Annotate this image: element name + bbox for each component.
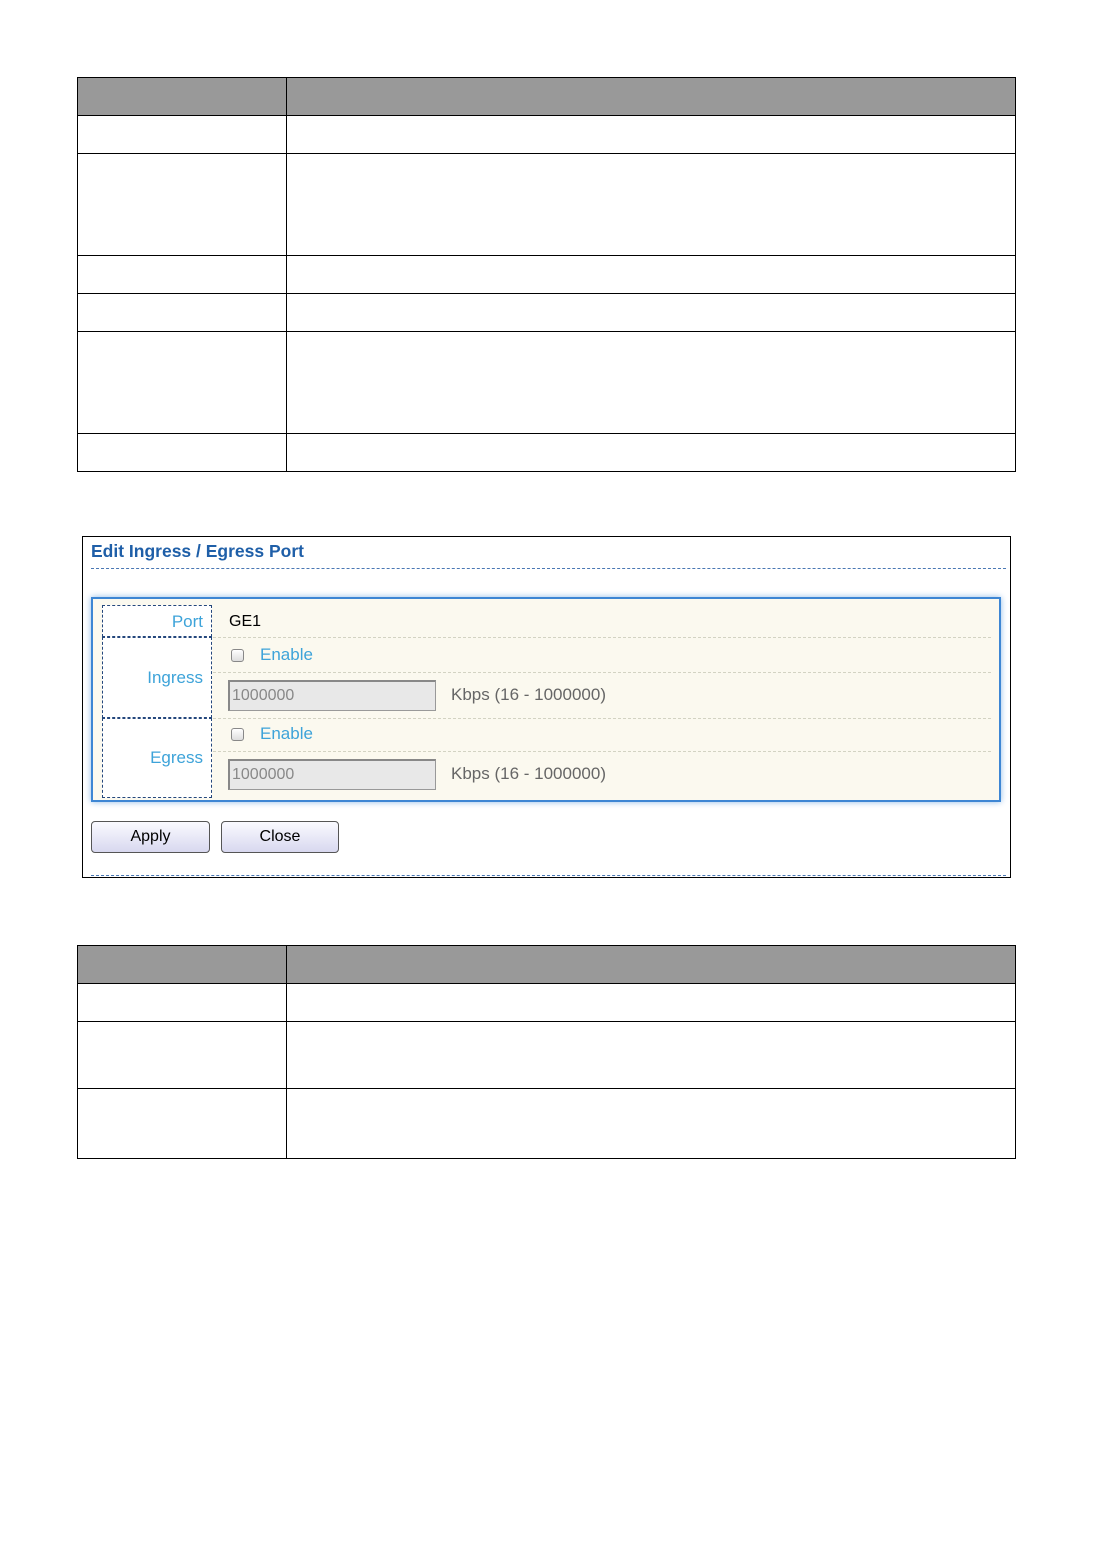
ingress-label: Ingress	[147, 668, 203, 687]
port-form	[91, 597, 1001, 802]
port-value: GE1	[229, 613, 262, 630]
ingress-label-cell	[102, 637, 212, 718]
egress-label-cell	[102, 718, 212, 798]
table-row	[78, 984, 1016, 1022]
egress-rate-input[interactable]	[228, 759, 436, 790]
edit-port-dialog	[82, 536, 1011, 878]
table-row	[78, 256, 1016, 294]
egress-enable-label[interactable]: Enable	[260, 724, 313, 743]
table-row	[78, 154, 1016, 256]
port-label-cell	[102, 605, 212, 637]
top-table	[77, 77, 1016, 472]
apply-button[interactable]: Apply	[91, 821, 210, 853]
row-divider	[213, 718, 991, 719]
egress-enable-checkbox[interactable]	[231, 728, 244, 741]
bottom-table	[77, 945, 1016, 1159]
port-label: Port	[171, 612, 203, 631]
table-row	[78, 1022, 1016, 1089]
dialog-title: Edit Ingress / Egress Port	[91, 541, 304, 561]
table-row	[78, 1089, 1016, 1159]
table-row	[78, 116, 1016, 154]
ingress-enable-checkbox[interactable]	[231, 649, 244, 662]
egress-label: Egress	[150, 748, 203, 767]
ingress-enable-label[interactable]: Enable	[260, 645, 313, 664]
table-header-row	[78, 946, 1016, 984]
egress-unit-text: Kbps (16 - 1000000)	[451, 764, 606, 783]
table-row	[78, 294, 1016, 332]
header-cell	[287, 946, 1016, 984]
table-row	[78, 434, 1016, 472]
header-cell	[78, 78, 287, 116]
header-cell	[78, 946, 287, 984]
ingress-rate-input[interactable]	[228, 680, 436, 711]
row-divider	[213, 751, 991, 752]
table-row	[78, 332, 1016, 434]
row-divider	[213, 637, 991, 638]
row-divider	[213, 672, 991, 673]
table-header-row	[78, 78, 1016, 116]
close-button[interactable]: Close	[221, 821, 339, 853]
ingress-unit-text: Kbps (16 - 1000000)	[451, 685, 606, 704]
title-divider	[91, 568, 1006, 569]
bottom-divider	[91, 875, 1006, 876]
header-cell	[287, 78, 1016, 116]
